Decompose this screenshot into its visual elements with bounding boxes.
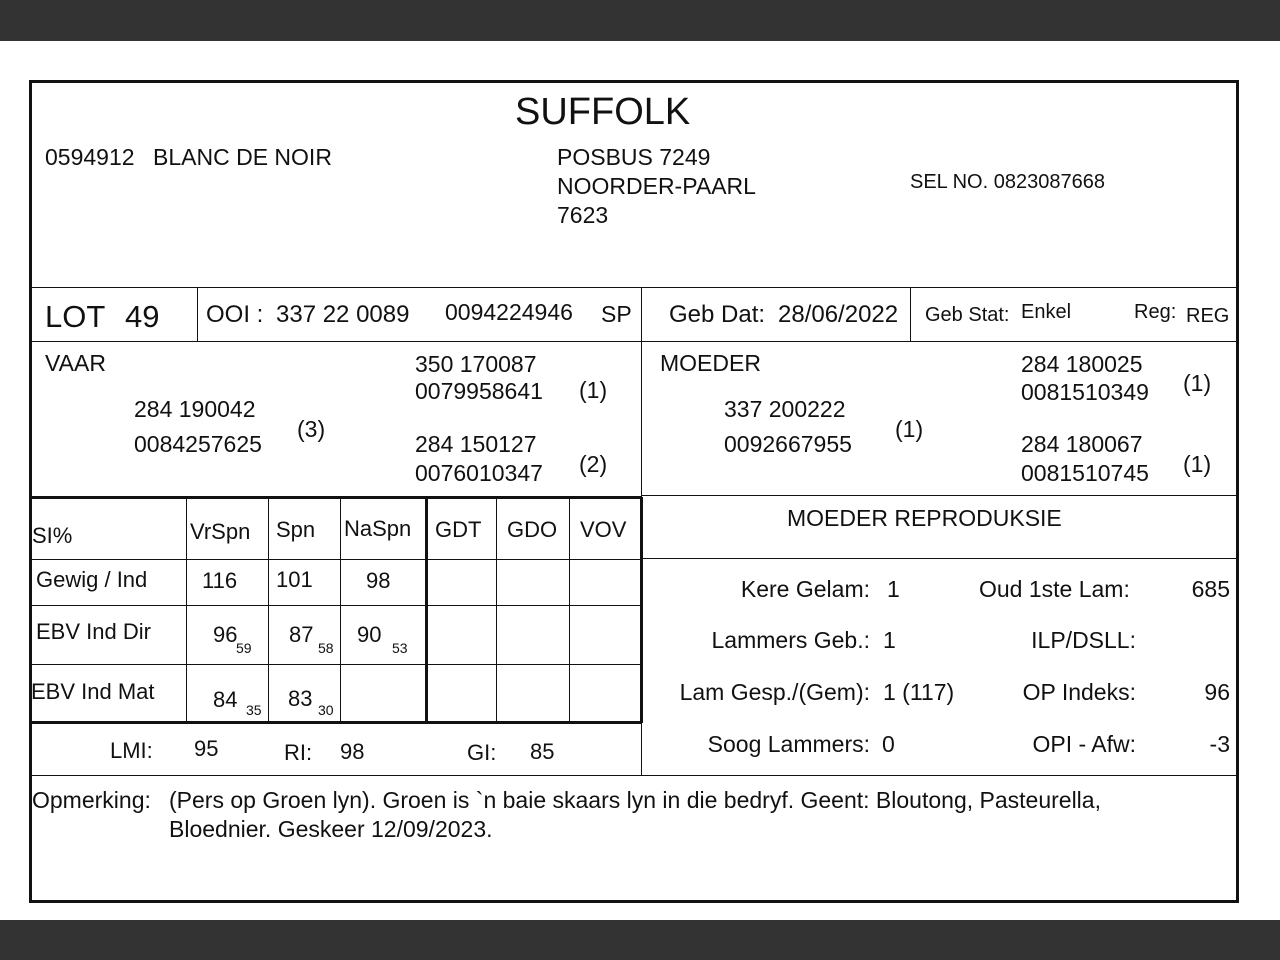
row-gewig-label: Gewig / Ind — [36, 567, 148, 592]
moeder-sire-reg: 0081510349 — [1021, 379, 1149, 405]
ebv-dir-vrspn: 96 — [213, 622, 238, 647]
header-spn: Spn — [276, 517, 316, 542]
lmi-label: LMI: — [110, 738, 153, 763]
ebv-dir-naspn: 90 — [357, 622, 382, 647]
opi-afw-value: -3 — [1209, 731, 1230, 757]
divider-col-gdo — [569, 497, 570, 722]
address-line2: NOORDER-PAARL — [557, 173, 756, 199]
divider-repro-title — [641, 558, 1238, 559]
divider-gebdat — [910, 288, 911, 341]
divider-col-spn — [340, 497, 341, 722]
lot-number: 49 — [125, 299, 160, 334]
vaar-id: 284 190042 — [134, 396, 256, 422]
header-vov: VOV — [580, 517, 627, 542]
lam-gesp-value: 1 (117) — [883, 679, 955, 705]
reg-value: REG — [1186, 305, 1230, 327]
moeder-dam-id: 284 180067 — [1021, 431, 1143, 457]
moeder-id: 337 200222 — [724, 396, 846, 422]
ilp-dsll-label: ILP/DSLL: — [1031, 627, 1136, 653]
ebv-dir-naspn-acc: 53 — [392, 640, 408, 656]
divider-table-row1 — [31, 605, 642, 606]
ebv-dir-vrspn-acc: 59 — [236, 640, 252, 656]
ri-value: 98 — [340, 739, 365, 764]
remarks-line2: Bloednier. Geskeer 12/09/2023. — [169, 816, 493, 842]
divider-table-bottom — [31, 721, 642, 724]
moeder-sire-id: 284 180025 — [1021, 351, 1143, 377]
oud-lam-value: 685 — [1191, 576, 1230, 602]
opi-afw-label: OPI - Afw: — [1032, 731, 1136, 757]
gi-label: GI: — [467, 740, 497, 765]
ewe-reg-number: 0094224946 — [445, 299, 573, 325]
header-naspn: NaSpn — [344, 516, 412, 541]
header-vrspn: VrSpn — [190, 519, 251, 544]
ebv-mat-spn-acc: 30 — [318, 702, 334, 718]
gi-value: 85 — [530, 739, 555, 764]
divider-col-gdt — [496, 497, 497, 722]
ebv-dir-spn: 87 — [289, 622, 314, 647]
divider-header — [31, 287, 1238, 288]
lammers-geb-label: Lammers Geb.: — [711, 627, 870, 653]
divider-col-naspn — [425, 497, 428, 723]
ebv-mat-vrspn: 84 — [213, 687, 238, 712]
header-gdt: GDT — [435, 517, 482, 542]
lot-label: LOT — [45, 299, 106, 334]
ebv-mat-spn: 83 — [288, 686, 313, 711]
vaar-label: VAAR — [45, 350, 106, 376]
ooi-label: OOI : — [206, 301, 264, 328]
oud-lam-label: Oud 1ste Lam: — [979, 576, 1130, 602]
divider-repro-top — [641, 495, 1238, 496]
top-bar — [0, 0, 1280, 41]
moeder-reg: 0092667955 — [724, 431, 852, 457]
ooi-number: 337 22 0089 — [276, 301, 410, 328]
repro-title: MOEDER REPRODUKSIE — [787, 505, 1062, 531]
vaar-dam-id: 284 150127 — [415, 431, 537, 457]
vaar-sire-note: (1) — [579, 377, 608, 403]
geb-stat-label: Geb Stat: — [925, 304, 1010, 326]
divider-col-vrspn — [268, 497, 269, 722]
kere-gelam-value: 1 — [887, 576, 900, 602]
row-ebv-mat-label: EBV Ind Mat — [31, 679, 155, 704]
soog-lammers-value: 0 — [882, 731, 895, 757]
ebv-dir-spn-acc: 58 — [318, 640, 334, 656]
phone-number: SEL NO. 0823087668 — [910, 171, 1105, 193]
ri-label: RI: — [284, 740, 313, 765]
ebv-mat-vrspn-acc: 35 — [246, 702, 262, 718]
catalog-card — [29, 80, 1239, 903]
gewig-vrspn: 116 — [202, 568, 238, 593]
vaar-note: (3) — [297, 416, 326, 442]
moeder-dam-note: (1) — [1183, 451, 1212, 477]
divider-table-top — [31, 496, 642, 499]
remarks-line1: (Pers op Groen lyn). Groen is `n baie skaars lyn in die bedryf. Geent: Bloutong, Pasteurella, — [169, 787, 1101, 813]
divider-lot — [197, 288, 198, 341]
lam-gesp-label: Lam Gesp./(Gem): — [679, 679, 870, 705]
divider-table-row2 — [31, 664, 642, 665]
breeder-id: 0594912 — [45, 144, 135, 170]
bottom-bar — [0, 920, 1280, 960]
row-ebv-dir-label: EBV Ind Dir — [36, 619, 151, 644]
geb-dat-label: Geb Dat: — [669, 301, 766, 328]
moeder-label: MOEDER — [660, 350, 761, 376]
gewig-naspn: 98 — [366, 568, 391, 593]
vaar-sire-id: 350 170087 — [415, 351, 537, 377]
sp-label: SP — [601, 301, 632, 327]
moeder-note: (1) — [895, 416, 924, 442]
vaar-dam-reg: 0076010347 — [415, 460, 543, 486]
address-line3: 7623 — [557, 202, 609, 228]
vaar-dam-note: (2) — [579, 451, 608, 477]
moeder-dam-reg: 0081510745 — [1021, 460, 1149, 486]
vaar-sire-reg: 0079958641 — [415, 378, 543, 404]
divider-remarks — [31, 775, 1238, 776]
lmi-value: 95 — [194, 736, 219, 761]
gewig-spn: 101 — [276, 567, 313, 592]
remarks-label: Opmerking: — [32, 787, 151, 813]
divider-table-header — [31, 559, 642, 560]
soog-lammers-label: Soog Lammers: — [707, 731, 870, 757]
breeder-name: BLANC DE NOIR — [153, 144, 332, 170]
breed-title: SUFFOLK — [515, 91, 691, 133]
geb-stat-value: Enkel — [1021, 301, 1072, 323]
reg-label: Reg: — [1134, 301, 1177, 323]
op-indeks-label: OP Indeks: — [1022, 679, 1136, 705]
moeder-sire-note: (1) — [1183, 370, 1212, 396]
divider-lot-row — [31, 341, 1238, 342]
header-si: SI% — [32, 523, 73, 548]
op-indeks-value: 96 — [1204, 679, 1230, 705]
lammers-geb-value: 1 — [883, 627, 896, 653]
vaar-reg: 0084257625 — [134, 431, 262, 457]
divider-col-si — [186, 497, 187, 722]
kere-gelam-label: Kere Gelam: — [740, 576, 870, 602]
address-line1: POSBUS 7249 — [557, 144, 711, 170]
geb-dat-value: 28/06/2022 — [778, 301, 899, 328]
header-gdo: GDO — [507, 517, 558, 542]
